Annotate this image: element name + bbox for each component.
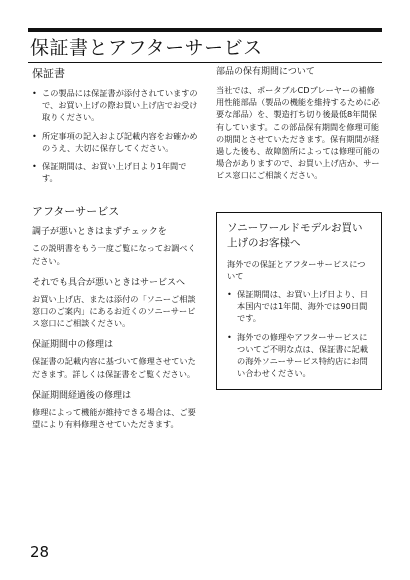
right-column (216, 66, 382, 390)
in-warranty-subheading: 保証期間中の修理は (32, 340, 114, 351)
check-text: この説明書をもう一度ご覧になってお調べください。 (32, 243, 196, 266)
parts-text: 当社では、ポータブルCDプレーヤーの補修用性能部品（製品の機能を維持するために必要な部品）を、製造打ち切り後最低8年間保有しています。この部品保有期間を修理可能の期間とさせていただきます。保有期間が経過した後も、故障箇所によっては修理可能の場合がありますので、お買い上げ店か、サービス窓口にご相談ください。 (216, 85, 380, 181)
warranty-bullet-3: • 保証期間は、お買い上げ日より1年間です。 (32, 160, 202, 184)
service-subheading: それでも具合が悪いときはサービスへ (32, 277, 186, 288)
warranty-section (32, 66, 202, 184)
top-rule-bar (28, 28, 382, 32)
post-warranty-text: 修理によって機能が維持できる場合は、ご要望により有料修理させていただきます。 (32, 406, 196, 430)
world-box-bullet-2: • 海外での修理やアフターサービスについてご不明な点は、保証書に記載の海外ソニーサービス特約店にお問い合わせください。 (227, 331, 373, 380)
world-box-bullets (227, 288, 373, 379)
in-warranty-text: 保証書の記載内容に基づいて修理させていただきます。詳しくは保証書をご覧ください。 (32, 356, 196, 379)
warranty-bullet-1: • この製品には保証書が添付されていますので、お買い上げの際お買い上げ店でお受け取りください。 (32, 87, 202, 124)
post-warranty-subheading: 保証期間経過後の修理は (32, 390, 132, 401)
left-column (32, 66, 202, 430)
warranty-bullet-2: • 所定事項の記入および記載内容をお確かめのうえ、大切に保存してください。 (32, 130, 202, 154)
page-title: 保証書とアフターサービス (30, 37, 263, 59)
check-subheading: 調子が悪いときはまずチェックを (32, 227, 167, 238)
service-text: お買い上げ店、または添付の「ソニーご相談窓口のご案内」にあるお近くのソニーサービス窓口にご相談ください。 (32, 293, 196, 329)
world-model-box (216, 212, 382, 391)
after-service-heading: アフターサービス (32, 205, 120, 219)
world-box-bullet-1: • 保証期間は、お買い上げ日より、日本国内では1年間、海外では90日間です。 (227, 288, 373, 325)
world-box-title: ソニーワールドモデルお買い上げのお客様へ (227, 221, 363, 249)
parts-heading: 部品の保有期間について (216, 67, 315, 77)
world-box-subtitle: 海外での保証とアフターサービスについて (227, 258, 366, 281)
page-number: 28 (30, 543, 50, 561)
warranty-heading: 保証書 (32, 67, 65, 80)
title-underline (28, 62, 382, 63)
after-service-section (32, 204, 202, 430)
warranty-bullets (32, 87, 202, 184)
